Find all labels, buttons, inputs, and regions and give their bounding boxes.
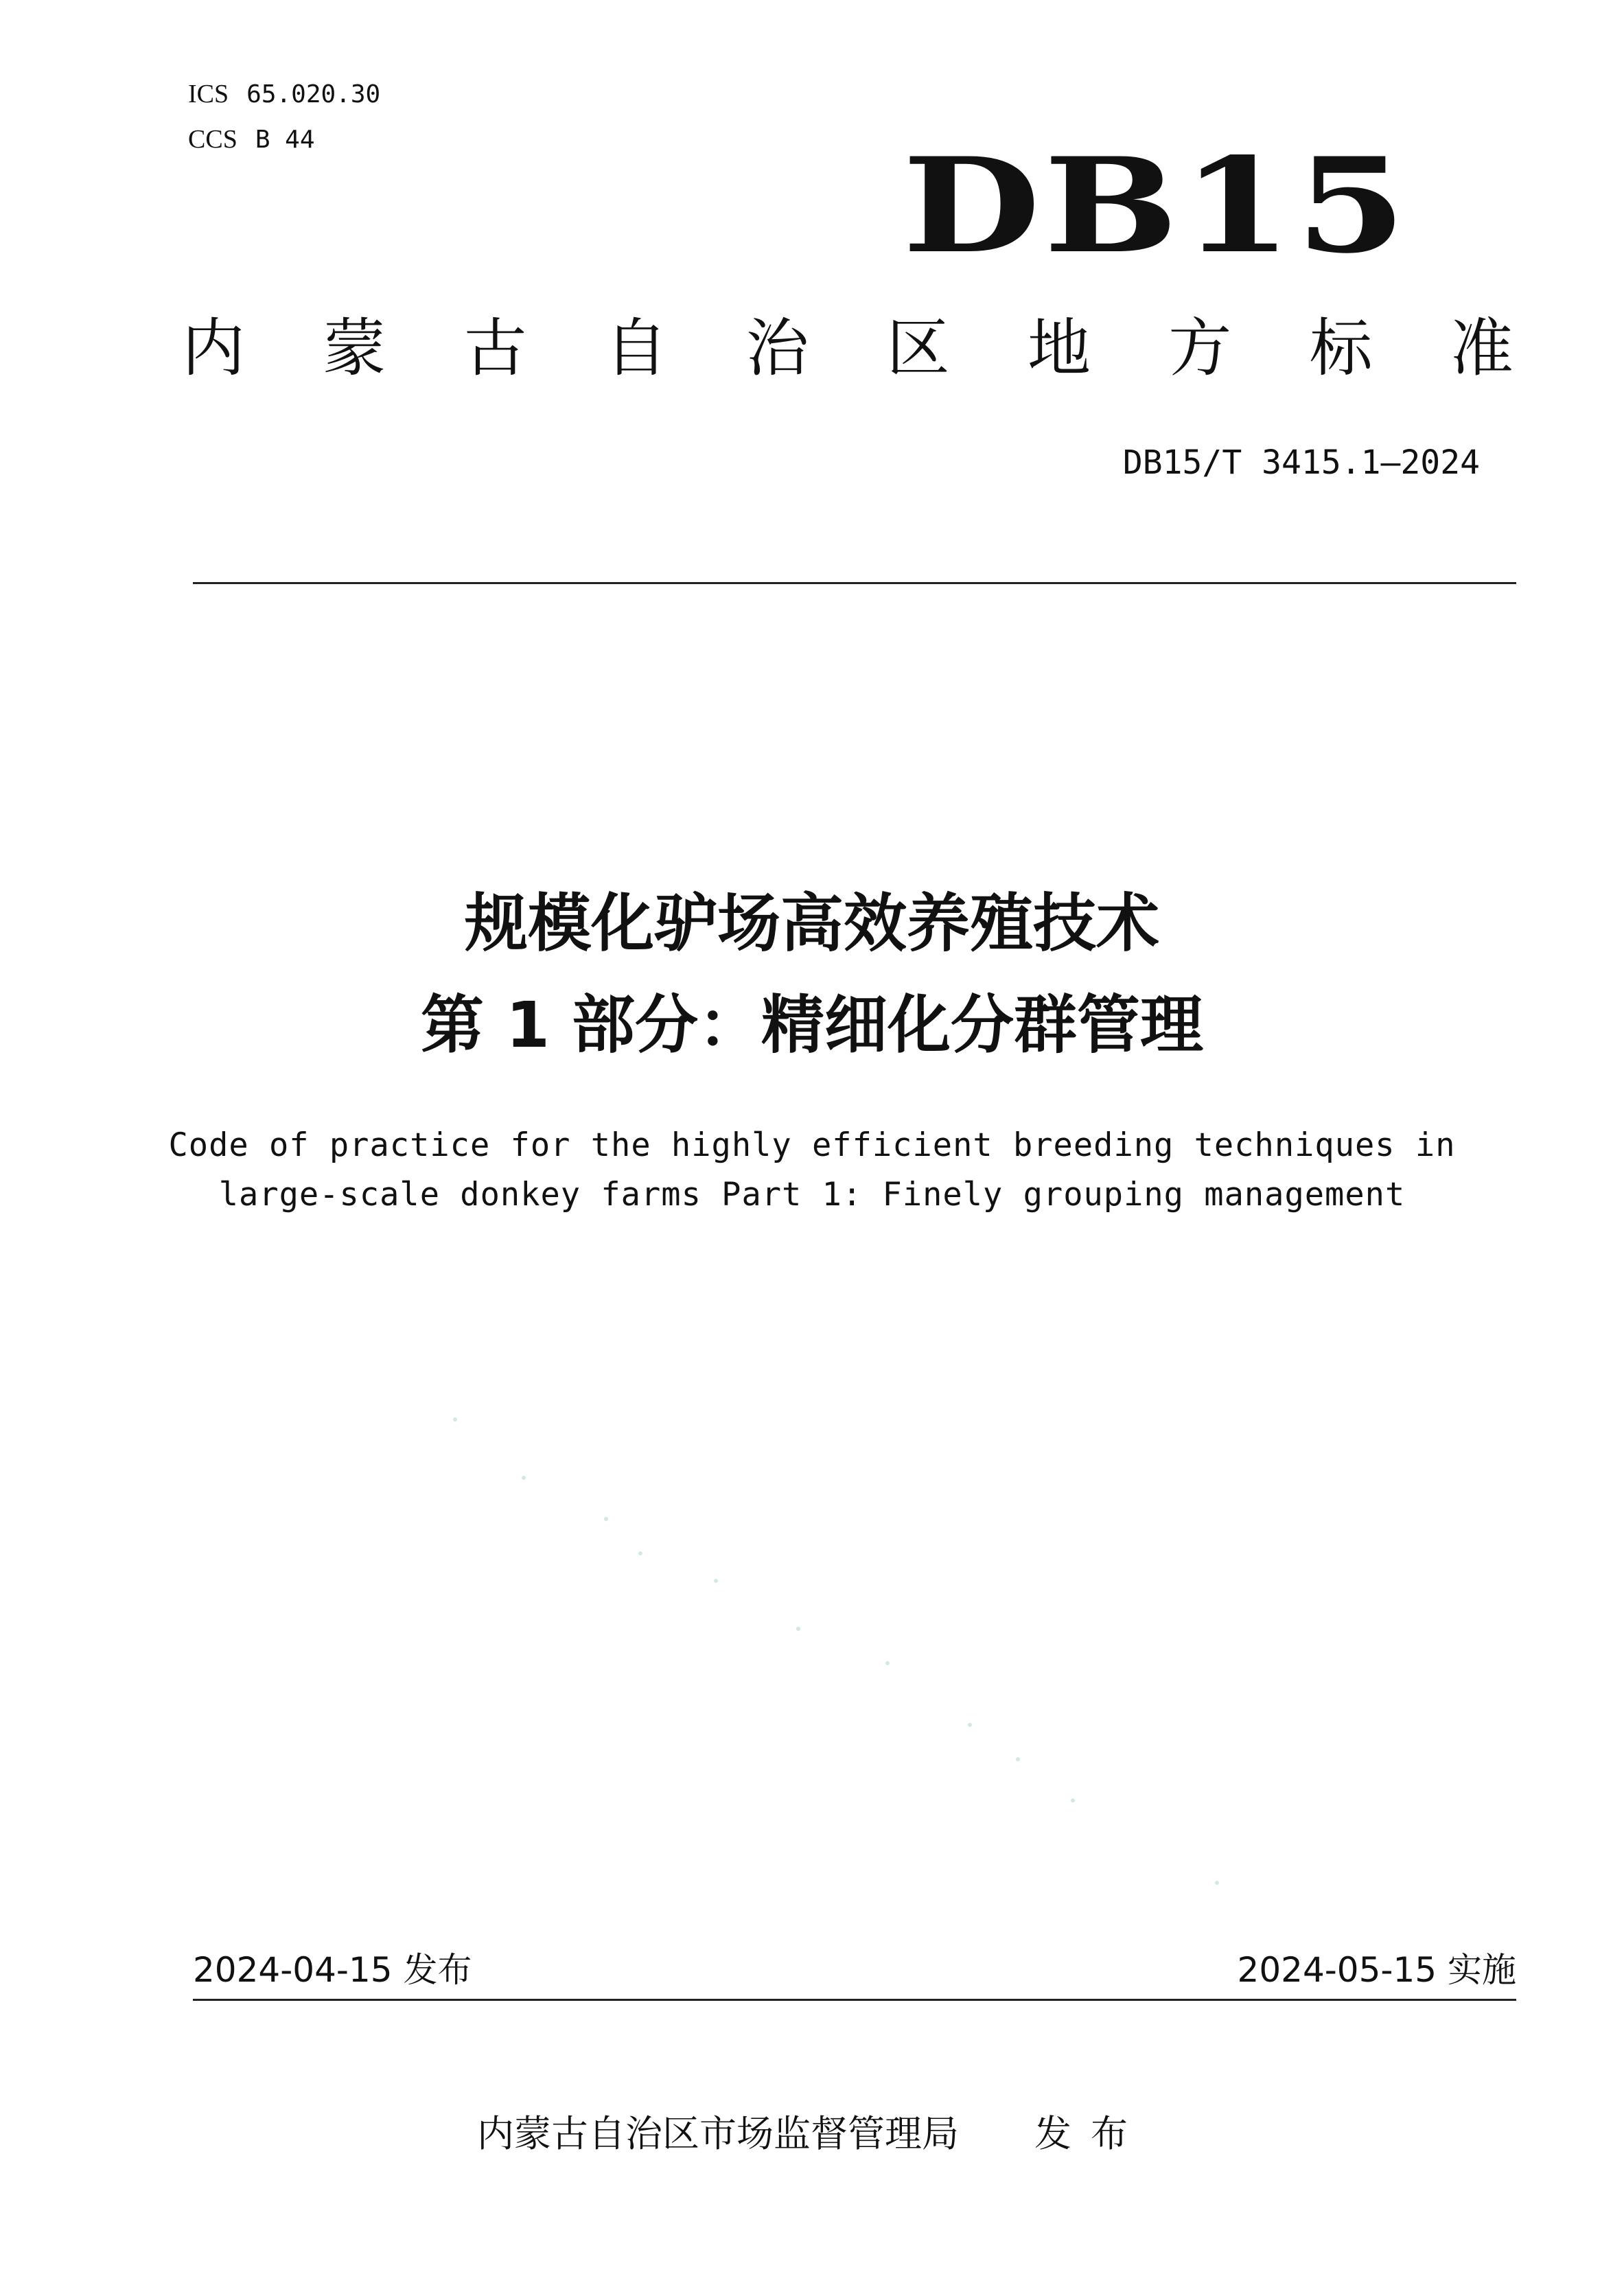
standard-logo: DB15: [902, 129, 1410, 282]
watermark-speck: [638, 1551, 642, 1555]
watermark-speck: [1215, 1881, 1219, 1885]
standard-type-char: 内: [182, 312, 246, 385]
ccs-label: CCS: [188, 125, 237, 154]
title-chinese-line1: 规模化驴场高效养殖技术: [464, 887, 1159, 960]
watermark-speck: [453, 1417, 457, 1422]
standard-type-char: 自: [604, 312, 668, 385]
publisher-line: [0, 2112, 1624, 2155]
watermark-speck: [522, 1476, 526, 1480]
standard-type-char: 标: [1309, 312, 1373, 385]
title-english-line2: large-scale donkey farms Part 1: Finely grouping management: [218, 1176, 1406, 1214]
title-chinese-line2: 第 1 部分：精细化分群管理: [420, 988, 1204, 1062]
implementation-date: 2024-05-15 实施: [1237, 1950, 1516, 1990]
standard-type-heading: [182, 312, 1513, 385]
standard-type-char: 区: [886, 312, 950, 385]
standard-type-char: 地: [1027, 312, 1091, 385]
standard-number: DB15/T 3415.1—2024: [1122, 443, 1480, 482]
watermark-speck: [1016, 1757, 1020, 1761]
watermark-speck: [714, 1579, 718, 1583]
watermark-speck: [1071, 1798, 1075, 1802]
standard-type-char: 蒙: [323, 312, 386, 385]
watermark-speck: [968, 1723, 972, 1727]
bottom-divider: [193, 1999, 1516, 2001]
title-english-line1: Code of practice for the highly efficient breeding techniques in: [168, 1126, 1456, 1164]
watermark-speck: [604, 1517, 608, 1521]
ics-code: 65.020.30: [246, 80, 381, 108]
publish-label: 发布: [1034, 2112, 1147, 2155]
ccs-code: B 44: [255, 126, 315, 154]
watermark-speck: [885, 1661, 890, 1665]
ics-classification: [188, 81, 380, 107]
standard-type-char: 古: [463, 312, 527, 385]
top-divider: [193, 582, 1516, 584]
ccs-classification: [188, 126, 315, 152]
publisher-name: 内蒙古自治区市场监督管理局: [477, 2112, 959, 2155]
standard-type-char: 方: [1168, 312, 1232, 385]
standard-type-char: 准: [1450, 312, 1513, 385]
watermark-speck: [796, 1627, 800, 1631]
issue-date: 2024-04-15 发布: [193, 1950, 472, 1990]
standard-type-char: 治: [745, 312, 809, 385]
ics-label: ICS: [188, 80, 229, 108]
